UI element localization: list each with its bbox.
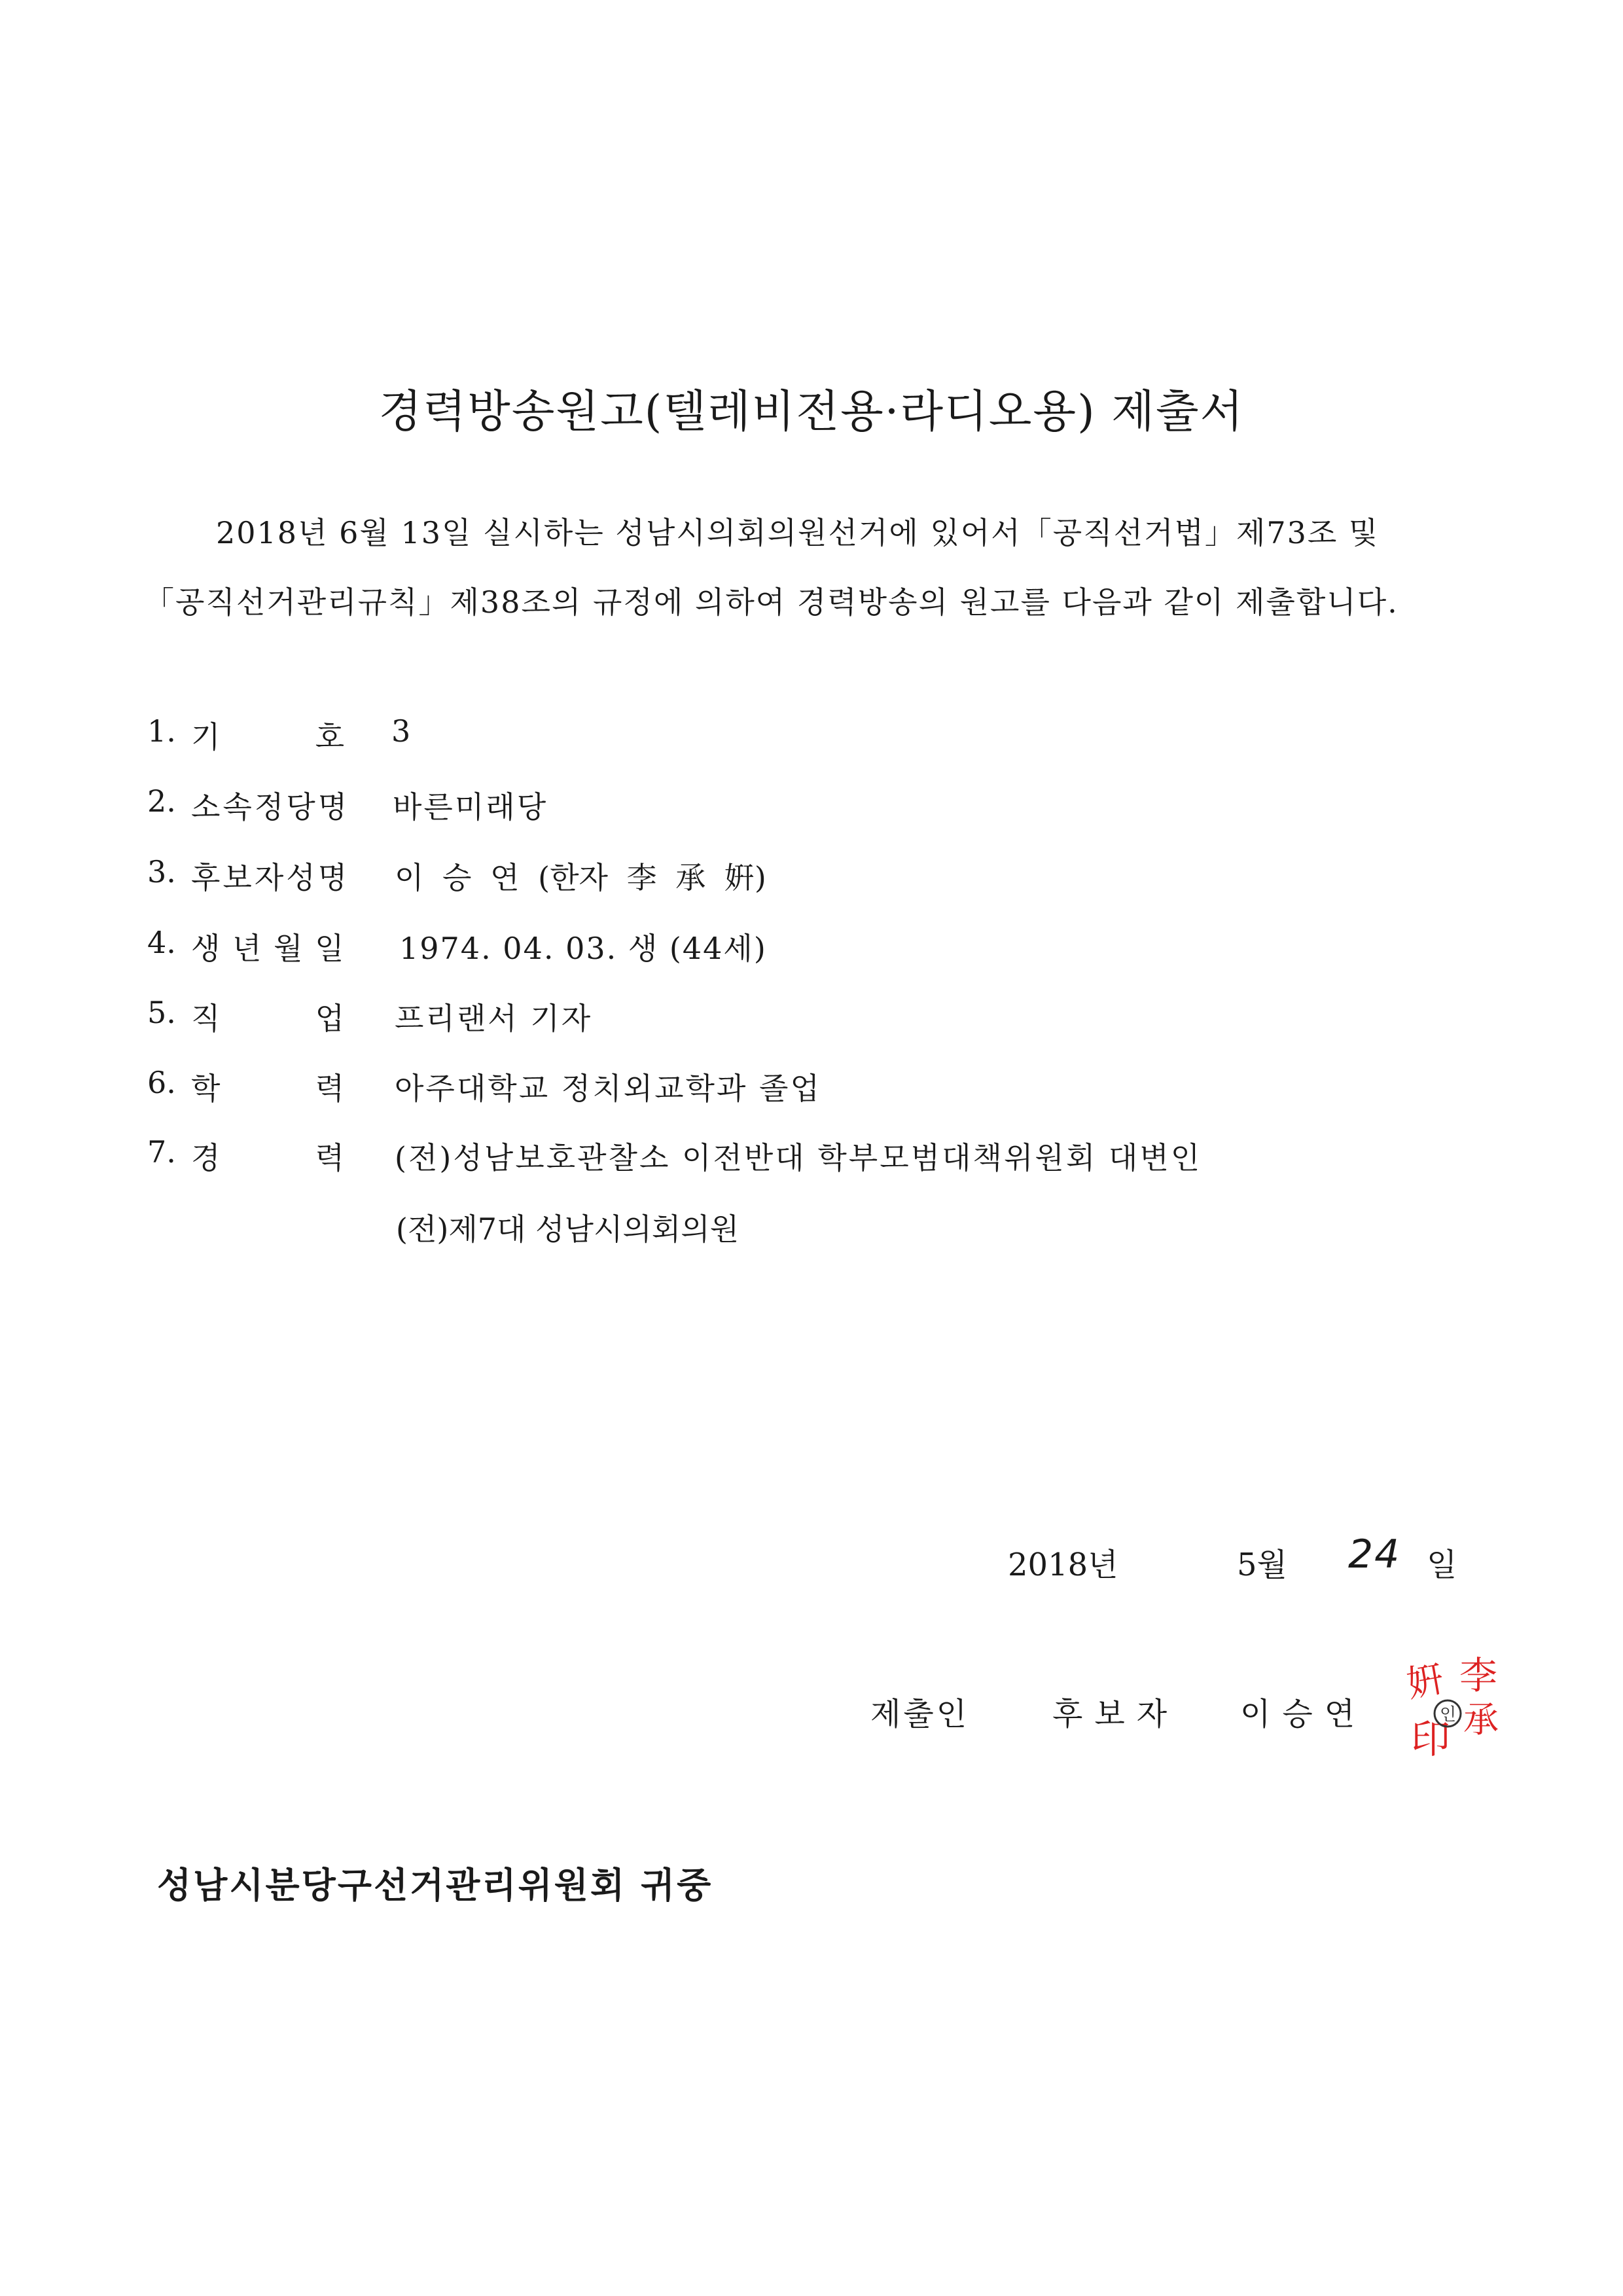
item-number: 4.	[147, 925, 176, 960]
item-value: 3	[391, 713, 411, 749]
intro-paragraph-line-2: 「공직선거관리규칙」제38조의 규정에 의하여 경력방송의 원고를 다음과 같이 제출합니다.	[144, 584, 1399, 620]
date-month: 5월	[1237, 1547, 1287, 1583]
item-label	[191, 1134, 344, 1177]
item-label-part: 학	[191, 1071, 221, 1106]
career-continuation: (전)제7대 성남시의회의원	[396, 1211, 740, 1247]
item-label-part: 업	[315, 1001, 344, 1036]
item-number: 2.	[147, 783, 176, 819]
item-number: 6.	[147, 1065, 176, 1100]
item-education	[147, 1065, 1456, 1107]
seal-char: 李	[1459, 1655, 1498, 1698]
item-value: 바른미래당	[393, 789, 548, 825]
seal-overlay-char: 인	[1440, 1705, 1457, 1725]
intro-paragraph-line-1: 2018년 6월 13일 실시하는 성남시의회의원선거에 있어서「공직선거법」제73조 및	[216, 515, 1380, 550]
item-label-part: 직	[191, 1001, 221, 1036]
item-label	[191, 995, 344, 1038]
item-label: 소속정당명	[191, 789, 350, 825]
item-label: 생 년 월 일	[191, 931, 346, 966]
document-title: 경력방송원고(텔레비전용·라디오용) 제출서	[378, 386, 1245, 438]
item-label-part: 호	[315, 719, 344, 755]
seal-char: 印	[1411, 1717, 1450, 1763]
item-label-part: 력	[315, 1071, 344, 1106]
item-occupation	[147, 995, 1456, 1037]
item-career	[147, 1134, 1456, 1176]
item-label-part: 경	[191, 1140, 221, 1175]
date-year: 2018년	[1008, 1547, 1118, 1583]
item-label	[191, 1065, 344, 1108]
item-label: 후보자성명	[191, 860, 350, 895]
submitter-role: 후보자	[1052, 1696, 1179, 1732]
seal-char: 承	[1463, 1699, 1499, 1740]
addressee: 성남시분당구선거관리위원회 귀중	[157, 1865, 713, 1906]
item-value: (전)성남보호관찰소 이전반대 학부모범대책위원회 대변인	[395, 1140, 1202, 1175]
item-number: 5.	[147, 995, 176, 1030]
item-label-part: 력	[315, 1140, 344, 1175]
item-label-part: 기	[191, 719, 221, 755]
item-value: 아주대학교 정치외교학과 졸업	[395, 1071, 821, 1106]
item-value: 1974. 04. 03. 생 (44세)	[399, 931, 767, 966]
item-value: 프리랜서 기자	[395, 1001, 593, 1036]
item-label	[191, 713, 344, 757]
item-party-name	[147, 783, 1456, 825]
personal-seal-stamp	[1399, 1655, 1514, 1769]
date-day-handwritten: 24	[1348, 1532, 1401, 1577]
seal-char: 姸	[1404, 1657, 1448, 1706]
item-birth-date	[147, 925, 1456, 967]
item-value: 이 승 연 (한자 李 承 姸)	[395, 860, 766, 895]
submitter-name: 이승연	[1240, 1696, 1367, 1732]
submitter-label: 제출인	[870, 1696, 970, 1732]
item-number: 7.	[147, 1134, 176, 1170]
date-day-suffix: 일	[1427, 1547, 1457, 1583]
item-candidate-name	[147, 854, 1456, 896]
item-number: 1.	[147, 713, 176, 749]
item-symbol-number	[147, 713, 1456, 755]
item-number: 3.	[147, 854, 176, 889]
